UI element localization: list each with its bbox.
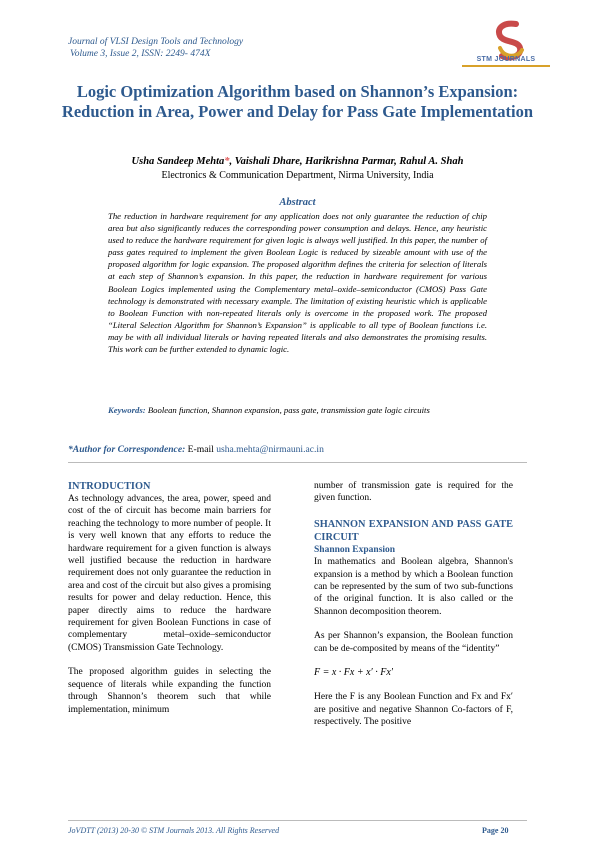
correspondence — [68, 444, 528, 455]
abstract-heading: Abstract — [279, 197, 316, 208]
keywords-label: Keywords: — [108, 405, 146, 415]
right-paragraph-1: In mathematics and Boolean algebra, Shannon's expansion is a method by which a Boolean function can be represented by the sum of two sub-functions of the original function. It is also called or the Shannon decomposition theorem. — [314, 557, 513, 617]
logo-text: STM JOURNALS — [476, 56, 536, 63]
intro-paragraph-1: As technology advances, the area, power, speed and cost of the of circuit has become main barriers for reaching the technology to more number of people. It is very well known that any efforts to reduce the hardware requirement for a given function is always well justified because the reduction in hardware requirement does not only guarantee the reduction in area and cost of the circuit but also gives a promising results for power and delay reduction. Hence, this paper directly aims to reduce the hardware requirement for given Boolean Functions in case of complementary metal–oxide–semiconductor (CMOS) Transmission Gate Technology. — [68, 494, 271, 653]
right-column — [314, 480, 513, 729]
footer-divider — [68, 820, 527, 821]
abstract-text: The reduction in hardware requirement for any application does not only guarantee the reduction of chip area but also significantly reduces the corresponding power consumption and delays. Hence, any heuristic used to reduce the hardware requirement for given logic is always well justified. In this paper, the number of pass gates required to implement the given Boolean Logic is reduced by sizeable amount with use of the proposed algorithm for logic expansion. The proposed algorithm defines the criteria for selection of literals at each step of Shannon’s expansion. In this paper, the reduction in hardware requirement for various Boolean Logics implemented using the Complementary metal–oxide–semiconductor (CMOS) Pass Gate technology is demonstrated with necessary example. The limitation of existing heuristic which is applicable to Boolean Function with non-repeated literals only is overcome in the proposed work. The proposed “Literal Selection Algorithm for Shannon’s Expansion” is applicable to all type of Boolean functions i.e. may be with all individual literals or having repeated literals and also demonstrates the promising results. This work can be further extended to dynamic logic. — [108, 211, 487, 355]
footer-copyright: JoVDTT (2013) 20-30 © STM Journals 2013. All Rights Reserved — [68, 826, 280, 835]
right-paragraph-2: As per Shannon’s expansion, the Boolean function can be de-composited by means of the “identity” — [314, 631, 513, 654]
journal-name: Journal of VLSI Design Tools and Technology — [68, 37, 244, 47]
keywords — [108, 404, 487, 416]
shannon-subheading: Shannon Expansion — [314, 544, 396, 555]
correspondence-email-link[interactable]: usha.mehta@nirmauni.ac.in — [216, 444, 324, 455]
logo-underline — [462, 65, 550, 67]
author-list — [60, 156, 535, 167]
divider — [68, 462, 527, 463]
correspondence-text: E-mail — [185, 444, 217, 455]
author-corresponding: Usha Sandeep Mehta — [131, 156, 225, 167]
page-number: Page 20 — [482, 826, 509, 835]
shannon-heading: SHANNON EXPANSION AND PASS GATE CIRCUIT — [314, 518, 513, 543]
intro-paragraph-2: The proposed algorithm guides in selecting the sequence of literals while expanding the function through Shannon’s theorem such that while implementation, minimum — [68, 667, 271, 715]
right-paragraph-3: Here the F is any Boolean Function and Fx and Fx′ are positive and negative Shannon Co-factors of F, respectively. The positive — [314, 692, 513, 728]
author-others: , Vaishali Dhare, Harikrishna Parmar, Rahul A. Shah — [229, 156, 464, 167]
journal-header — [68, 36, 243, 60]
left-column — [68, 480, 271, 716]
correspondence-label: *Author for Correspondence: — [68, 444, 186, 455]
keywords-text: Boolean function, Shannon expansion, pass gate, transmission gate logic circuits — [145, 405, 430, 415]
affiliation: Electronics & Communication Department, Nirma University, India — [161, 170, 434, 181]
shannon-equation: F = x · Fx + x′ · Fx′ — [314, 667, 393, 679]
paper-title: Logic Optimization Algorithm based on Shannon’s Expansion: Reduction in Area, Power and Delay for Pass Gate Implementation — [61, 82, 534, 121]
intro-heading: INTRODUCTION — [68, 481, 151, 492]
journal-volume: Volume 3, Issue 2, ISSN: 2249- 474X — [70, 49, 211, 59]
right-paragraph-0: number of transmission gate is required for the given function. — [314, 481, 513, 504]
corresponding-star: * — [224, 156, 230, 167]
